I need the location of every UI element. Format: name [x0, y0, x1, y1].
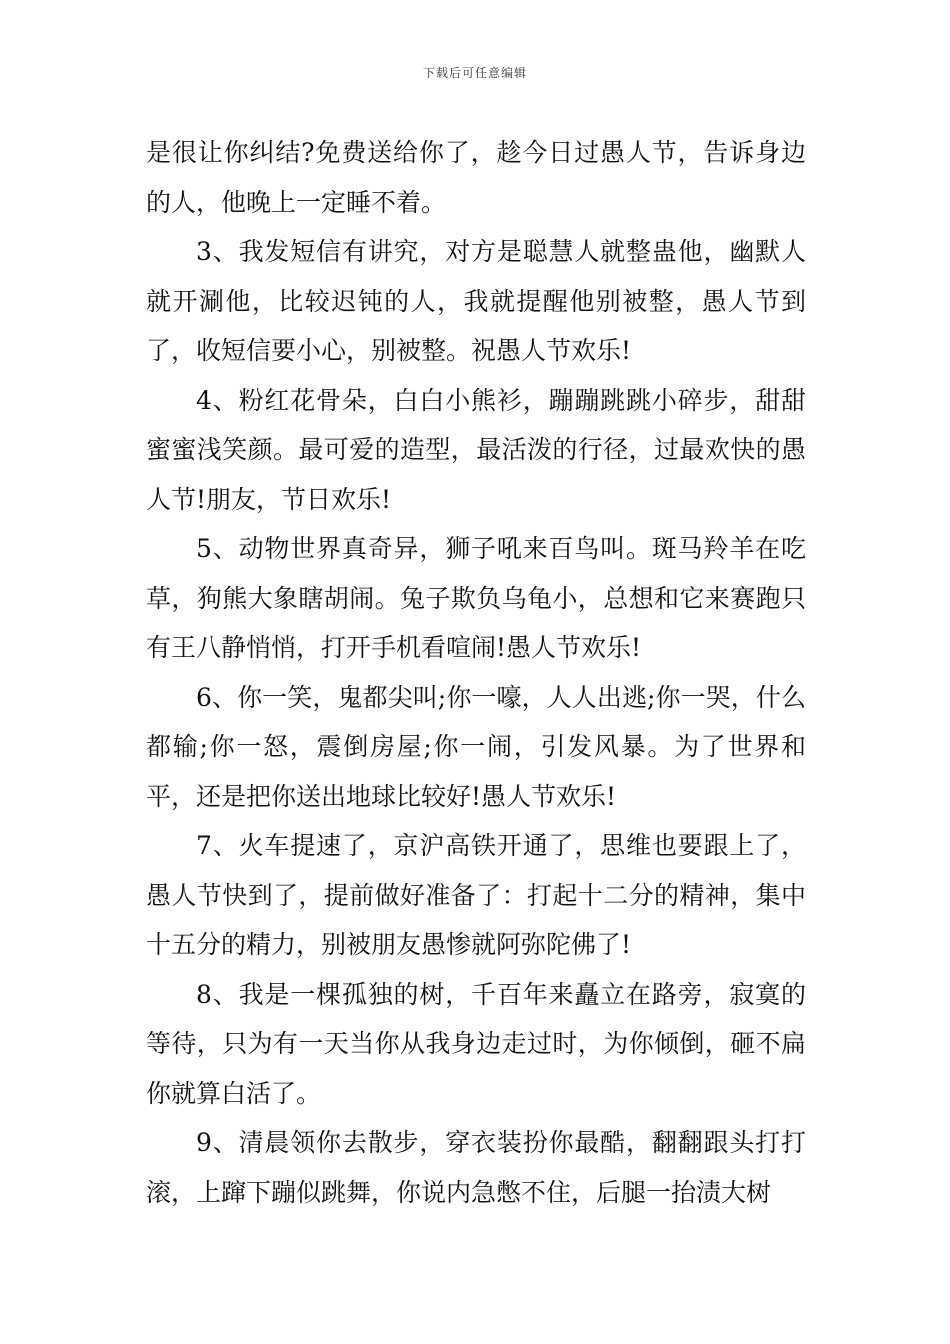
- paragraph-1-continuation: 是很让你纠结?免费送给你了，趁今日过愚人节，告诉身边的人，他晚上一定睡不着。: [146, 138, 806, 217]
- paragraph-8: 8、我是一棵孤独的树，千百年来矗立在路旁，寂寞的等待，只为有一天当你从我身边走过时，为你倾倒，砸不扁你就算白活了。: [146, 979, 806, 1108]
- paragraph-5: 5、动物世界真奇异，狮子吼来百鸟叫。斑马羚羊在吃草，狗熊大象瞎胡闹。兔子欺负乌龟小，总想和它来赛跑只有王八静悄悄，打开手机看喧闹!愚人节欢乐!: [146, 534, 806, 662]
- paragraph-3: 3、我发短信有讲究，对方是聪慧人就整蛊他，幽默人就开涮他，比较迟钝的人，我就提醒他别被整，愚人节到了，收短信要小心，别被整。祝愚人节欢乐!: [146, 237, 806, 365]
- paragraph-6: 6、你一笑，鬼都尖叫;你一嚎，人人出逃;你一哭，什么都输;你一怒，震倒房屋;你一闹，引发风暴。为了世界和平，还是把你送出地球比较好!愚人节欢乐!: [146, 682, 806, 811]
- paragraph-4: 4、粉红花骨朵，白白小熊衫，蹦蹦跳跳小碎步，甜甜蜜蜜浅笑颜。最可爱的造型，最活泼的行径，过最欢快的愚人节!朋友，节日欢乐!: [146, 385, 806, 514]
- document-body: [146, 128, 806, 1217]
- paragraph-9: 9、清晨领你去散步，穿衣装扮你最酷，翻翻跟头打打滚，上蹿下蹦似跳舞，你说内急憋不住，后腿一抬渍大树: [146, 1128, 806, 1207]
- header-note: 下载后可任意编辑: [422, 66, 527, 80]
- paragraph-7: 7、火车提速了，京沪高铁开通了，思维也要跟上了，愚人节快到了，提前做好准备了：打起十二分的精神，集中十五分的精力，别被朋友愚惨就阿弥陀佛了!: [146, 831, 806, 959]
